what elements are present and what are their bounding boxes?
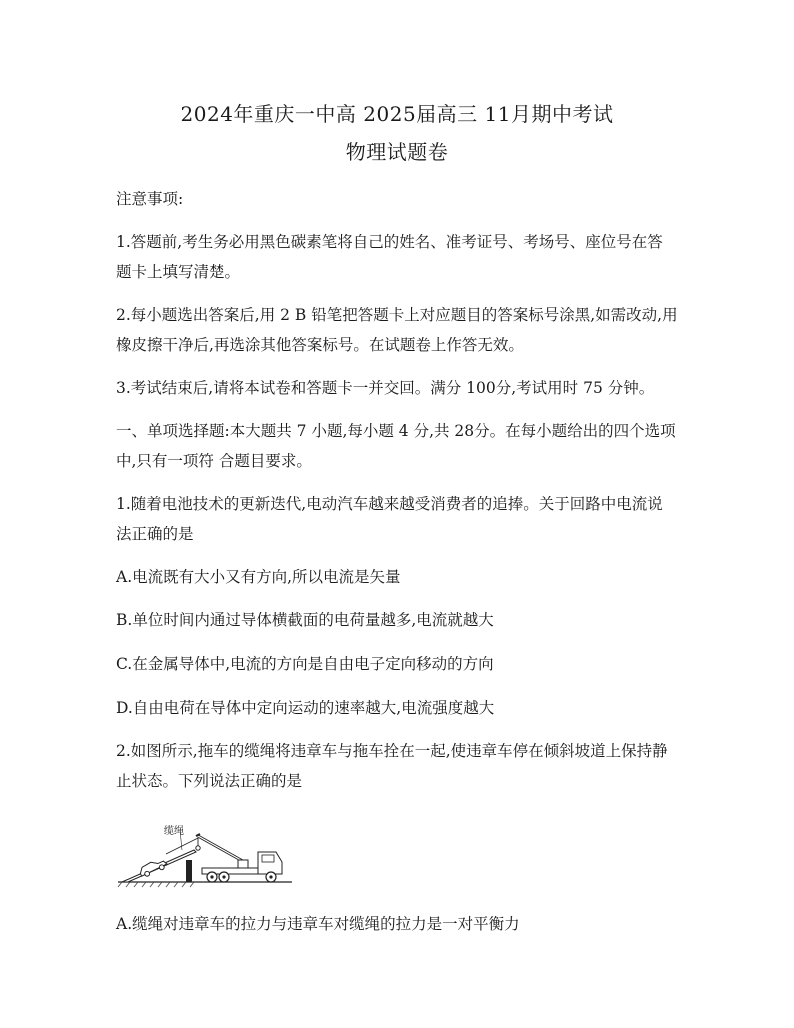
q1-stem-line-2: 法正确的是 <box>116 525 194 543</box>
q1-stem-line-1: 1.随着电池技术的更新迭代,电动汽车越来越受消费者的追捧。关于回路中电流说 <box>116 495 663 513</box>
tow-truck-figure <box>116 816 294 890</box>
notice-item-2-line-1: 2.每小题选出答案后,用 2 B 铅笔把答题卡上对应题目的答案标号涂黑,如需改动,用 <box>116 306 678 324</box>
tow-truck-illustration <box>116 816 294 890</box>
section-heading-line-1: 一、单项选择题:本大题共 7 小题,每小题 4 分,共 28分。在每小题给出的四个选项 <box>116 422 676 440</box>
q1-option-d: D.自由电荷在导体中定向运动的速率越大,电流强度越大 <box>116 699 495 717</box>
exam-subtitle: 物理试题卷 <box>345 140 449 164</box>
q1-option-b: B.单位时间内通过导体横截面的电荷量越多,电流就越大 <box>116 611 494 629</box>
notice-item-1-line-2: 题卡上填写清楚。 <box>116 263 241 281</box>
section-heading-line-2: 中,只有一项符 合题目要求。 <box>116 452 312 470</box>
q2-option-a: A.缆绳对违章车的拉力与违章车对缆绳的拉力是一对平衡力 <box>116 915 520 933</box>
q2-stem-line-2: 止状态。下列说法正确的是 <box>116 772 303 790</box>
q1-option-c: C.在金属导体中,电流的方向是自由电子定向移动的方向 <box>116 655 494 673</box>
exam-title: 2024年重庆一中高 2025届高三 11月期中考试 <box>180 102 614 126</box>
notice-heading: 注意事项: <box>116 190 184 208</box>
figure-label-cable: 缆绳 <box>164 826 184 837</box>
notice-item-1-line-1: 1.答题前,考生务必用黑色碳素笔将自己的姓名、准考证号、考场号、座位号在答 <box>116 233 663 251</box>
q2-stem-line-1: 2.如图所示,拖车的缆绳将违章车与拖车拴在一起,使违章车停在倾斜坡道上保持静 <box>116 742 668 760</box>
notice-item-2-line-2: 橡皮擦干净后,再选涂其他答案标号。在试题卷上作答无效。 <box>116 336 524 354</box>
notice-item-3: 3.考试结束后,请将本试卷和答题卡一并交回。满分 100分,考试用时 75 分钟。 <box>116 379 655 397</box>
q1-option-a: A.电流既有大小又有方向,所以电流是矢量 <box>116 568 401 586</box>
